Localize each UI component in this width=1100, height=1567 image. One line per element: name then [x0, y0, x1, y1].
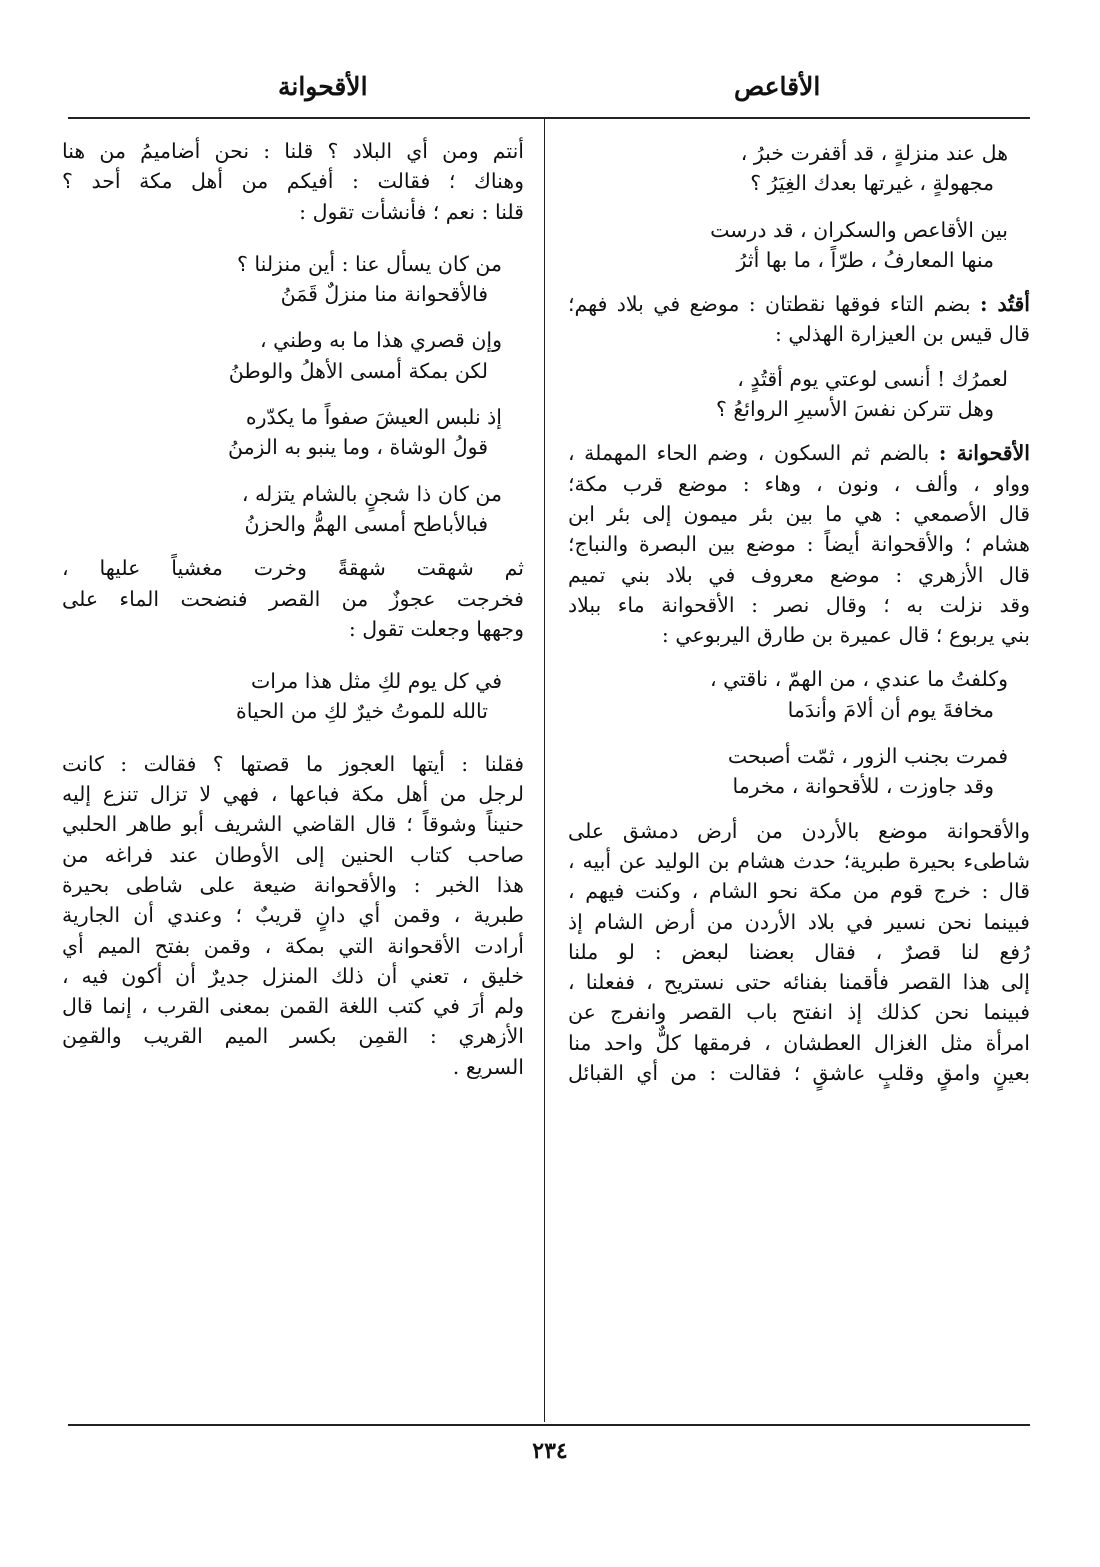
verse-line: وإن قصري هذا ما به وطني ، [260, 328, 502, 353]
verse-line: بين الأقاعص والسكران ، قد درست [710, 217, 1008, 242]
verse-line: وكلفتُ ما عندي ، من الهمّ ، ناقتي ، [709, 667, 1008, 692]
prose-line: هذا الخبر : والأقحوانة ضيعة على شاطى بحيرة [62, 872, 524, 897]
prose-line: قال الأصمعي : هي ما بين بئر ميمون إلى بئر ابن [568, 501, 1030, 526]
prose-line: شاطىء بحيرة طبرية؛ حدث هشام بن الوليد عن أبيه ، [568, 848, 1030, 873]
verse-pair [568, 215, 1030, 276]
verse-pair [62, 479, 524, 540]
verse-line: مخافةَ يوم أن ألامَ وأندَما [787, 697, 994, 722]
verse-line: قولُ الوشاة ، وما ينبو به الزمنُ [227, 435, 488, 460]
prose-line: وجهها وجعلت تقول : [348, 616, 524, 641]
prose-line: أرادت الأقحوانة التي بمكة ، وقمن بفتح الميم أي [62, 933, 524, 958]
verse-pair [62, 402, 524, 463]
prose-line: وهناك ؛ فقالت : أفيكم من أهل مكة أحد ؟ [62, 169, 524, 194]
entry-aqtud [568, 289, 1030, 319]
verse-line: وهل تتركن نفسَ الأسيرِ الروائعُ ؟ [715, 397, 994, 422]
running-header-right: الأقاعص [734, 72, 821, 101]
prose-line: قال الأزهري : موضع معروف في بلاد بني تميم [568, 562, 1030, 587]
prose-line: فخرجت عجوزٌ من القصر فنضحت الماء على [62, 586, 524, 611]
prose-line: فبينما نحن نسير في بلاد الأردن من أرض الشام إذ [568, 909, 1030, 934]
prose-line: صاحب كتاب الحنين إلى الأوطان عند فراغه من [62, 842, 524, 867]
entry-text: بضم التاء فوقها نقطتان : موضع في بلاد فهم؛ [568, 292, 971, 317]
verse-line: لعمرُك ! أنسى لوعتي يوم أقتُدٍ ، [737, 366, 1008, 391]
entry-headword: الأقحوانة : [938, 441, 1030, 466]
entry-text: بالضم ثم السكون ، وضم الحاء المهملة ، [568, 441, 930, 466]
prose-line: خليق ، تعني أن ذلك المنزل جديرٌ أن أكون فيه ، [62, 963, 524, 988]
entry-headword: أقتُد : [979, 292, 1030, 317]
poem-umayra [568, 664, 1030, 801]
prose-line: بعينٍ وامقٍ وقلبٍ عاشقٍ ؛ فقالت : من أي القبائل [568, 1061, 1030, 1086]
verse-line: تالله للموتُ خيرٌ لكِ من الحياة [236, 699, 488, 724]
prose-line: الأزهري : القمِن بكسر الميم القريب والقمِن [62, 1024, 524, 1049]
verse-pair [568, 741, 1030, 802]
prose-line: ثم شهقت شهقةً وخرت مغشياً عليها ، [62, 556, 524, 581]
running-header-left: الأقحوانة [278, 72, 368, 101]
prose-line: فبينما نحن كذلك إذ انفتح باب القصر وانفرج عن [568, 1000, 1030, 1025]
prose-line: أنتم ومن أي البلاد ؟ قلنا : نحن أضاميمُ من هنا [62, 139, 524, 163]
prose-line: وقد نزلت به ؛ وقال نصر : الأقحوانة ماء ببلاد [568, 592, 1030, 617]
prose-line: حنيناً وشوقاً ؛ قال القاضي الشريف أبو طاهر الحلبي [62, 812, 524, 837]
verse-line: إذ نلبس العيشَ صفواً ما يكدّره [245, 405, 502, 430]
verse-pair [568, 138, 1030, 199]
prose-line: قال قيس بن العيزارة الهذلي : [774, 322, 1030, 347]
right-column [568, 136, 1030, 1088]
verse-line: لكن بمكة أمسى الأهلُ والوطنُ [228, 358, 488, 383]
verse-line: هل عند منزلةٍ ، قد أقفرت خبرُ ، [740, 141, 1008, 165]
prose-line: إلى هذا القصر فأقمنا بفنائه حتى نستريح ، ففعلنا ، [568, 970, 1030, 995]
poem-old-woman [62, 666, 524, 727]
verse-line: منها المعارفُ ، طرّاً ، ما بها أثرُ [736, 247, 994, 272]
prose-line: ولم أرَ في كتب اللغة القمن بمعنى القرب ، إنما قال [62, 994, 524, 1019]
prose-line: هشام ؛ والأقحوانة أيضاً : موضع بين البصرة والنباج؛ [568, 532, 1030, 557]
prose-line: فقلنا : أيتها العجوز ما قصتها ؟ فقالت : كانت [62, 751, 524, 776]
verse-line: فالأقحوانة منا منزلٌ قَمَنُ [280, 282, 488, 307]
prose-line: والأقحوانة موضع بالأردن من أرض دمشق على [568, 818, 1030, 843]
prose-line: لرجل من أهل مكة فباعها ، فهي لا تزال تنزع إليه [62, 782, 524, 807]
prose-line: قال : خرج قوم من مكة نحو الشام ، وكنت فيهم ، [568, 879, 1030, 904]
verse-line: فمرت بجنب الزور ، ثمّت أصبحت [727, 744, 1008, 769]
prose-line: قلنا : نعم ؛ فأنشأت تقول : [299, 199, 524, 224]
verse-pair [62, 325, 524, 386]
prose-line: السريع . [452, 1054, 524, 1079]
entry-aqhuwana [568, 438, 1030, 468]
poem-aqtud [568, 364, 1030, 425]
verse-line: من كان يسأل عنا : أين منزلنا ؟ [236, 251, 502, 276]
prose-line: وواو ، وألف ، ونون ، وهاء : موضع قرب مكة؛ [568, 471, 1030, 496]
verse-line: وقد جاوزت ، للأقحوانة ، مخرما [732, 774, 994, 799]
column-divider [544, 119, 545, 1422]
verse-line: من كان ذا شجنٍ بالشام يتزله ، [241, 481, 502, 506]
prose-line: رُفع لنا قصرٌ ، فقال بعضنا لبعض : لو ملنا [568, 939, 1030, 964]
prose-line: امرأة مثل الغزال العطشان ، فرمقها كلٌّ واحد منا [568, 1030, 1030, 1055]
verse-pair [568, 364, 1030, 425]
left-column [62, 136, 524, 1082]
header-rule [68, 117, 1030, 119]
page-number: ٢٣٤ [532, 1438, 568, 1464]
prose-line: بني يربوع ؛ قال عميرة بن طارق اليربوعي : [661, 623, 1030, 648]
verse-pair [568, 664, 1030, 725]
verse-line: في كل يوم لكِ مثل هذا مرات [250, 669, 502, 694]
verse-pair [62, 249, 524, 310]
prose-line: طبرية ، وقمن أي دانٍ قريبٌ ؛ وعندي أن الجارية [62, 903, 524, 928]
poem-maiden [62, 249, 524, 539]
verse-line: فبالأباطح أمسى الهمُّ والحزنُ [244, 511, 488, 536]
verse-pair [62, 666, 524, 727]
footer-rule [68, 1424, 1030, 1426]
poem-aqais [568, 138, 1030, 275]
verse-line: مجهولةٍ ، غيرتها بعدك الغِيَرُ ؟ [750, 171, 994, 196]
